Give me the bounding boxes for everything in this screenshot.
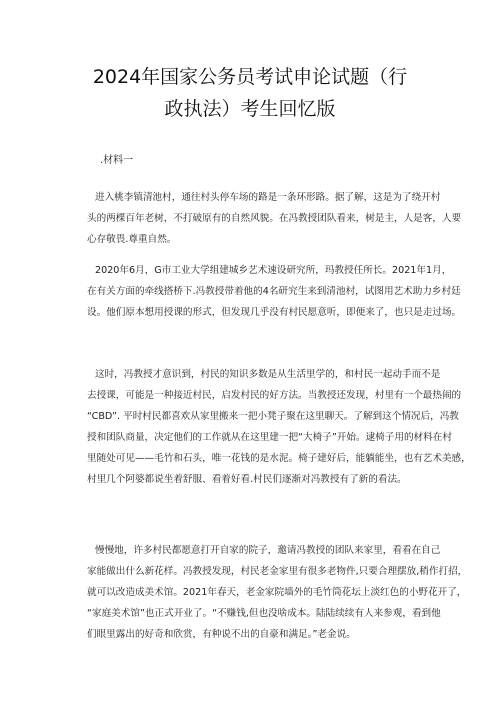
paragraph-3 xyxy=(87,364,471,490)
paragraph-2 xyxy=(87,260,462,323)
paragraph-line: 去授课，可能是一种接近村民，启发村民的好方法。当教授还发现，村里有一个最热闹的 xyxy=(87,390,462,401)
paragraph-line: 授和团队商量，决定他们的工作就从在这里建一把“大椅子”开始。逮椅子用的材料在村 xyxy=(87,432,452,443)
paragraph-line: 村里几个阿婆都说坐着舒服、看着好看.村民们逐渐对冯教授有了新的看法。 xyxy=(87,474,407,485)
paragraph-line: 心存敬畏.尊重自然。 xyxy=(87,234,177,245)
paragraph-line: 头的两棵百年老树，不打破原有的自然风貌。在冯教授团队看来，树是主，人是客，人要 xyxy=(87,213,462,224)
paragraph-line: 们眼里露出的好奇和欣赏，有种说不出的自豪和满足。”老金说。 xyxy=(87,629,356,640)
paragraph-line: 进入桃李镇清池村，通往村头停车场的路是一条环形路。据了解，这是为了绕开村 xyxy=(95,192,441,203)
paragraph-line: 就可以改造成美术馆。2021年春天，老金家院墙外的毛竹筒花坛上淡红色的小野花开了， xyxy=(87,587,467,598)
paragraph-1 xyxy=(87,187,462,250)
document-title-line-2: 政执法）考生回忆版 xyxy=(164,98,336,120)
paragraph-line: 里随处可见——毛竹和石头，唯一花钱的是水泥。椅子建好后，能躺能坐，也有艺术美感， xyxy=(87,453,471,464)
paragraph-line: 2020年6月，G市工业大学组建城乡艺术速设研究所，玛教授任所长。2021年1月， xyxy=(95,265,452,276)
document-title-line-1: 2024年国家公务员考试申论试题（行 xyxy=(92,66,408,88)
paragraph-line: 设。他们原本想用授课的形式，但发现几乎没有村民愿意听，即便来了，也只是走过场。 xyxy=(87,307,462,318)
paragraph-4 xyxy=(87,540,468,645)
paragraph-line: “家庭美术馆”也正式开业了。“不赚钱,但也没啥成本。陆陆续续有人来参观，看到他 xyxy=(87,608,441,619)
paragraph-line: 慢慢地，许多村民都愿意打开自家的院子，邀请冯教授的团队来家里，看看在自己 xyxy=(95,545,441,556)
paragraph-line: 这时，冯教授才意识到，村民的知识多数是从生活里学的，和村民一起动手而不是 xyxy=(95,369,441,380)
section-label: .材料一 xyxy=(100,155,134,166)
paragraph-line: 家能做出什么新花样。冯教授发现，村民老金家里有很多老物件,只要合理摆放,稍作打招， xyxy=(87,566,468,577)
paragraph-line: “CBD”. 平时村民都喜欢从家里搬来一把小凳子聚在这里聊天。了解到这个情况后，冯教 xyxy=(87,411,459,422)
paragraph-line: 在有关方面的牵线搭桥下.冯教授带着他的4名研究生来到清池村，试图用艺术助力乡村廷 xyxy=(87,286,461,297)
